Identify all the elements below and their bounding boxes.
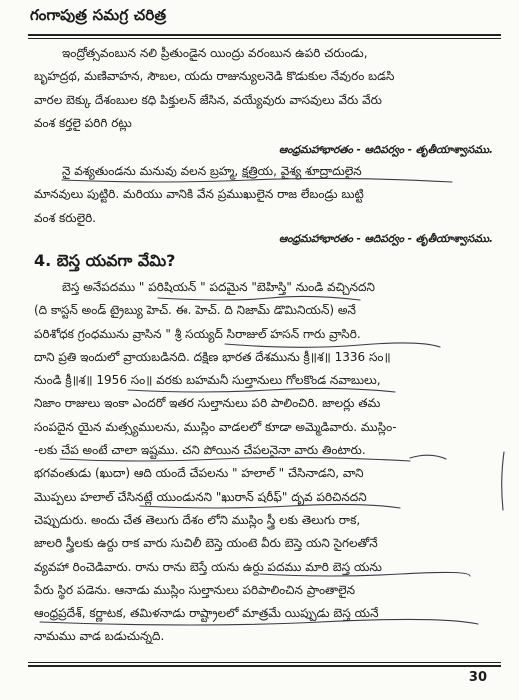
paragraph-line: ఆంధ్రప్రదేశ్, కర్ణాటక, తమిళనాడు రాష్ట్రాలలో మాత్రమే యిప్పుడు బెస్త యనే bbox=[34, 606, 379, 621]
paragraph-line: నిజాం రాజులు ఇంకా ఎందరో ఇతర సుల్తానులు పరి పాలించిరి. జాలర్లు తమ bbox=[34, 396, 381, 411]
paragraph-line: -లకు చేప అంటే చాలా ఇష్టము. చని పోయిన చేపలనైనా వారు తింటారు. bbox=[34, 443, 366, 458]
paragraph-line: పేరు స్థిర పడెను. ఆనాడు ముస్లిం సుల్తానులు పరిపాలించిన ప్రాంతాలైన bbox=[34, 582, 356, 597]
paragraph-line: వంశ కరులైరి. bbox=[34, 210, 97, 225]
paragraph-line: పరిశోధక గ్రంధమును వ్రాసిన " శ్రీ సయ్యద్ సిరాజుల్ హసన్ గారు వ్రాసిరి. bbox=[34, 326, 361, 341]
paragraph-line: వ్యవహా రించెడివారు. రాను రాను బెస్తే యను ఉర్దు పదము మారి బెస్త యను bbox=[34, 559, 382, 574]
paragraph-line: మొప్పలు హలాల్ చేసినట్లే యుండునని "ఖురాన్ షరీఫ్" దృవ పరిచినదని bbox=[34, 489, 367, 504]
paragraph-line: నై వశ్యతుండను మనువు వలన బ్రహ్మ, క్షత్రియ, వైశ్య శూద్రాదులైన bbox=[62, 164, 362, 178]
paragraph-3 bbox=[34, 276, 493, 649]
paragraph-line: బెస్త అనేపదము " పరిషియన్ " పదమైన "బెహిస్తి" నుండి వచ్చినదని bbox=[62, 280, 375, 294]
paragraph-line: బృహద్రథ, మణివాహన, సౌబల, యదు రాజున్యులనెడి కొడుకుల నేవురం బడసి bbox=[34, 69, 395, 84]
paragraph-line: నామము వాడ బడుచున్నది. bbox=[34, 629, 165, 644]
paragraph-line: దాని ప్రతి ఇందులో వ్రాయబడినది. దక్షిణ భారత దేశమును క్రీ॥శ॥ 1336 సం॥ bbox=[34, 349, 391, 364]
running-header-title: గంగాపుత్ర సమగ్ర చరిత్ర bbox=[30, 6, 167, 24]
pen-margin-bracket bbox=[502, 452, 504, 510]
section-heading: 4. బెస్త యవగా వేమి? bbox=[34, 251, 176, 270]
paragraph-line: వంశ కర్తలై పరిగి రట్లు bbox=[34, 115, 132, 130]
paragraph-line: చెప్పుదురు. అందు చేత తెలుగు దేశం లోని ముస్లిం స్త్రీ లకు తెలుగు రాక, bbox=[34, 512, 361, 527]
paragraph-line: జాలరి స్త్రీలకు ఉర్దు రాక వారు సుచిలీ బెస్తె యంటె వీరు బెస్తె యని సైగలతోనే bbox=[34, 536, 378, 551]
paragraph-2 bbox=[34, 160, 493, 230]
header-rule-thin bbox=[28, 38, 501, 39]
paragraph-line: నుండి క్రీ॥శ॥ 1956 సం॥ వరకు బహమనీ సుల్తానులు గోలకొండ నవాబులు, bbox=[34, 373, 381, 388]
citation-2: ఆంధ్రమహాభారతం - ఆదిపర్వం - తృతీయాశ్వాసము. bbox=[278, 233, 493, 245]
footer-rule-thin bbox=[28, 662, 501, 663]
paragraph-line: మానవులు పుట్టిరి. మరియు వానికి వేన ప్రముఖులైన రాజ లేబండ్రు బుట్టి bbox=[34, 187, 364, 202]
header-rule bbox=[28, 34, 501, 36]
citation-1: ఆంధ్రమహాభారతం - ఆదిపర్వం - తృతీయాశ్వాసము. bbox=[278, 144, 493, 156]
paragraph-line: భగవంతుడు (ఖుదా) ఆది యందే చేపలను " హలాల్ " చేసినాడని, వాని bbox=[34, 466, 364, 481]
paragraph-line: (ది కాస్టన్ అండ్ ట్రైబ్యు హెచ్. ఈ. హెచ్. ది నిజామ్ డొమినియన్) అనే bbox=[34, 303, 356, 318]
page-number: 30 bbox=[468, 670, 487, 685]
paragraph-line: ఇంద్రోత్సవంబున నలి ప్రీతుండైన యింద్రు వరంబున ఉపరి చరుండు, bbox=[62, 46, 368, 60]
paragraph-1 bbox=[34, 42, 493, 135]
paragraph-line: సంపదైన యైన మత్స్యములను, ముస్లిం వాడలలో కూడా అమ్మెడివారు. ముస్లిం- bbox=[34, 419, 397, 434]
footer-rule bbox=[28, 665, 501, 667]
paragraph-line: వారల బెక్కు దేశంబుల కధి పిక్తులన్ జేసిన, వయ్యేవురు వాసవులు వేరు వేరు bbox=[34, 92, 382, 107]
